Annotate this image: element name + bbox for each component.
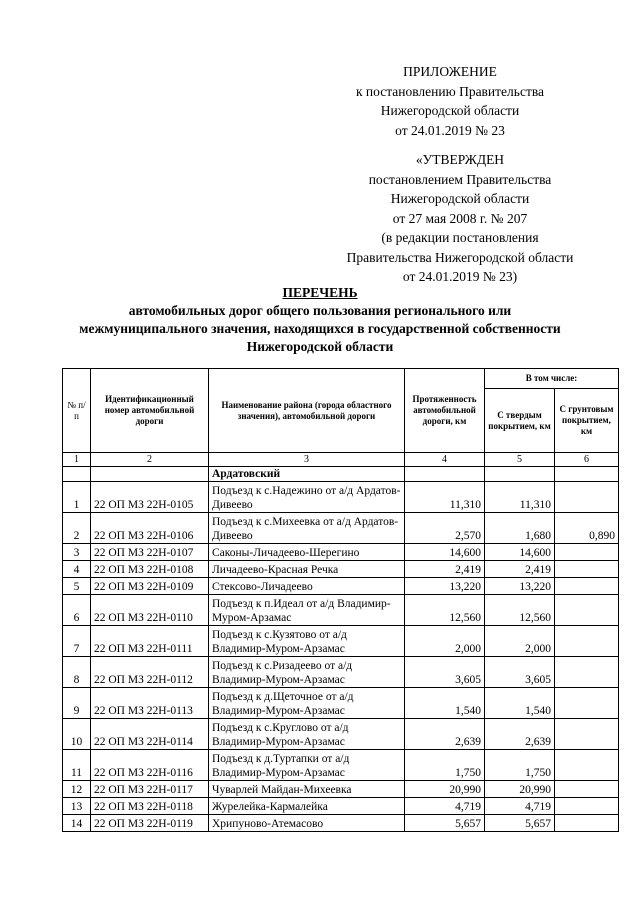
road-name: Подъезд к с.Надежино от а/д Ардатов-Дивеево (209, 482, 405, 513)
row-number: 6 (63, 595, 91, 626)
approval-line: постановлением Правительства (368, 171, 552, 187)
road-id: 22 ОП МЗ 22Н-0108 (91, 561, 209, 578)
approval-line: «УТВЕРЖДЕН (415, 152, 505, 167)
table-row (63, 798, 619, 815)
road-id: 22 ОП МЗ 22Н-0116 (91, 750, 209, 781)
header-dirt: С грунтовым покрытием, км (555, 389, 619, 453)
table-row (63, 781, 619, 798)
table-row (63, 815, 619, 832)
road-id: 22 ОП МЗ 22Н-0107 (91, 544, 209, 561)
column-number: 3 (209, 453, 405, 467)
road-name: Подъезд к п.Идеал от а/д Владимир-Муром-Арзамас (209, 595, 405, 626)
road-paved: 12,560 (485, 595, 555, 626)
road-name: Журелейка-Кармалейка (209, 798, 405, 815)
road-dirt (555, 626, 619, 657)
column-number: 2 (91, 453, 209, 467)
roads-table (62, 368, 619, 832)
row-number: 5 (63, 578, 91, 595)
road-name: Подъезд к д.Туртапки от а/д Владимир-Муром-Арзамас (209, 750, 405, 781)
road-paved: 11,310 (485, 482, 555, 513)
road-length: 2,419 (405, 561, 485, 578)
table-row (63, 482, 619, 513)
row-number: 14 (63, 815, 91, 832)
header-paved: С твердым покрытием, км (485, 389, 555, 453)
district-name: Ардатовский (209, 467, 405, 482)
road-paved: 5,657 (485, 815, 555, 832)
road-name: Подъезд к с.Михеевка от а/д Ардатов-Дивеево (209, 513, 405, 544)
road-dirt (555, 657, 619, 688)
road-length: 1,540 (405, 688, 485, 719)
row-number: 2 (63, 513, 91, 544)
row-number: 7 (63, 626, 91, 657)
road-paved: 1,750 (485, 750, 555, 781)
column-number: 4 (405, 453, 485, 467)
road-paved: 3,605 (485, 657, 555, 688)
annex-block (320, 62, 580, 140)
title-line: автомобильных дорог общего пользования регионального или (128, 303, 512, 318)
approval-line: (в редакции постановления (381, 230, 539, 245)
road-dirt (555, 781, 619, 798)
road-id: 22 ОП МЗ 22Н-0118 (91, 798, 209, 815)
road-name: Стексово-Личадеево (209, 578, 405, 595)
header-including: В том числе: (485, 369, 619, 389)
road-dirt (555, 482, 619, 513)
table-row (63, 657, 619, 688)
annex-line: ПРИЛОЖЕНИЕ (403, 64, 497, 79)
road-name: Подъезд к д.Щеточное от а/д Владимир-Муром-Арзамас (209, 688, 405, 719)
approval-block (330, 150, 590, 287)
road-length: 12,560 (405, 595, 485, 626)
road-length: 2,000 (405, 626, 485, 657)
row-number: 9 (63, 688, 91, 719)
road-dirt (555, 561, 619, 578)
road-name: Подъезд к с.Кузятово от а/д Владимир-Муром-Арзамас (209, 626, 405, 657)
title-line: Нижегородской области (246, 339, 394, 354)
road-dirt (555, 595, 619, 626)
road-length: 11,310 (405, 482, 485, 513)
header-id: Идентификационный номер автомобильной дороги (91, 369, 209, 453)
road-id: 22 ОП МЗ 22Н-0112 (91, 657, 209, 688)
road-paved: 13,220 (485, 578, 555, 595)
road-dirt (555, 544, 619, 561)
road-paved: 2,639 (485, 719, 555, 750)
approval-line: Правительства Нижегородской области (346, 249, 574, 265)
road-name: Чуварлей Майдан-Михеевка (209, 781, 405, 798)
road-id: 22 ОП МЗ 22Н-0106 (91, 513, 209, 544)
column-number-row (63, 453, 619, 467)
road-length: 13,220 (405, 578, 485, 595)
road-dirt (555, 688, 619, 719)
document-title (40, 284, 600, 356)
table-row (63, 688, 619, 719)
header-name: Наименование района (города областного значения), автомобильной дороги (209, 369, 405, 453)
road-name: Личадеево-Красная Речка (209, 561, 405, 578)
road-id: 22 ОП МЗ 22Н-0119 (91, 815, 209, 832)
road-id: 22 ОП МЗ 22Н-0117 (91, 781, 209, 798)
table-row (63, 719, 619, 750)
approval-line: от 27 мая 2008 г. № 207 (392, 210, 528, 226)
road-paved: 20,990 (485, 781, 555, 798)
road-id: 22 ОП МЗ 22Н-0110 (91, 595, 209, 626)
road-paved: 4,719 (485, 798, 555, 815)
row-number: 11 (63, 750, 91, 781)
approval-line: Нижегородской области (390, 191, 530, 206)
road-dirt (555, 750, 619, 781)
table-row (63, 595, 619, 626)
row-number: 12 (63, 781, 91, 798)
road-id: 22 ОП МЗ 22Н-0111 (91, 626, 209, 657)
road-name: Саконы-Личадеево-Шерегино (209, 544, 405, 561)
road-length: 20,990 (405, 781, 485, 798)
road-paved: 14,600 (485, 544, 555, 561)
table-row (63, 544, 619, 561)
table-row (63, 561, 619, 578)
road-id: 22 ОП МЗ 22Н-0109 (91, 578, 209, 595)
row-number: 10 (63, 719, 91, 750)
row-number: 4 (63, 561, 91, 578)
column-number: 5 (485, 453, 555, 467)
table-row (63, 750, 619, 781)
row-number: 8 (63, 657, 91, 688)
header-num: № п/п (63, 369, 91, 453)
road-length: 1,750 (405, 750, 485, 781)
road-id: 22 ОП МЗ 22Н-0114 (91, 719, 209, 750)
road-name: Подъезд к с.Ризадеево от а/д Владимир-Муром-Арзамас (209, 657, 405, 688)
road-length: 3,605 (405, 657, 485, 688)
road-dirt (555, 578, 619, 595)
column-number: 6 (555, 453, 619, 467)
road-id: 22 ОП МЗ 22Н-0105 (91, 482, 209, 513)
district-row (63, 467, 619, 482)
row-number: 3 (63, 544, 91, 561)
table-row (63, 513, 619, 544)
header-length: Протяженность автомобильной дороги, км (405, 369, 485, 453)
road-length: 5,657 (405, 815, 485, 832)
road-name: Подъезд к с.Круглово от а/д Владимир-Муром-Арзамас (209, 719, 405, 750)
approval-line: от 24.01.2019 № 23) (402, 269, 518, 284)
title-line: межмуниципального значения, находящихся в государственной собственности (79, 321, 561, 336)
road-name: Хрипуново-Атемасово (209, 815, 405, 832)
row-number: 1 (63, 482, 91, 513)
road-paved: 2,000 (485, 626, 555, 657)
annex-line: Нижегородской области (380, 103, 520, 118)
road-length: 2,639 (405, 719, 485, 750)
title-heading: ПЕРЕЧЕНЬ (282, 285, 358, 300)
road-length: 4,719 (405, 798, 485, 815)
table-row (63, 626, 619, 657)
road-dirt (555, 719, 619, 750)
road-paved: 1,680 (485, 513, 555, 544)
annex-line: от 24.01.2019 № 23 (395, 122, 505, 138)
column-number: 1 (63, 453, 91, 467)
road-paved: 1,540 (485, 688, 555, 719)
annex-line: к постановлению Правительства (355, 83, 545, 99)
road-paved: 2,419 (485, 561, 555, 578)
road-dirt (555, 798, 619, 815)
road-dirt (555, 815, 619, 832)
table-row (63, 578, 619, 595)
road-length: 14,600 (405, 544, 485, 561)
row-number: 13 (63, 798, 91, 815)
road-length: 2,570 (405, 513, 485, 544)
road-id: 22 ОП МЗ 22Н-0113 (91, 688, 209, 719)
road-dirt: 0,890 (555, 513, 619, 544)
